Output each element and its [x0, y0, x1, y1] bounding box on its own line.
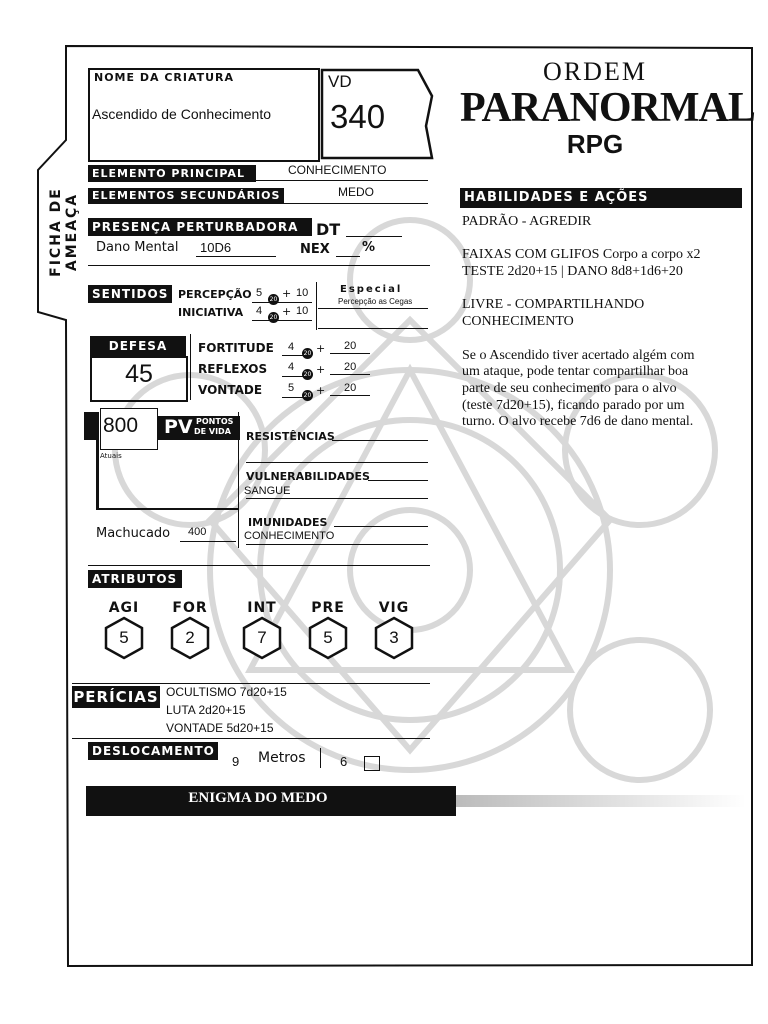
atributos-label: ATRIBUTOS — [88, 570, 182, 588]
pericia-item-2[interactable]: VONTADE 5d20+15 — [166, 721, 274, 735]
especial-value[interactable]: Percepção as Cegas — [338, 297, 413, 306]
iniciativa-plus: + — [282, 305, 292, 318]
percepcao-d20-icon: 20 — [269, 296, 278, 303]
fortitude-label: FORTITUDE — [198, 341, 274, 355]
side-tab-label: FICHA DE AMEAÇA — [48, 187, 80, 277]
imunidades-value[interactable]: CONHECIMENTO — [244, 530, 335, 542]
metros-divider — [320, 748, 321, 768]
elementos-secundarios-line — [284, 203, 428, 204]
reflexos-line-2 — [330, 374, 370, 375]
resistencias-line-1 — [332, 440, 428, 441]
percepcao-line — [252, 302, 312, 303]
pv-dark-bar — [84, 412, 98, 440]
pericias-top-line — [72, 683, 430, 684]
habilidades-line-2: FAIXAS COM GLIFOS Corpo a corpo x2 — [462, 247, 701, 263]
habilidades-line-10: parte de seu conhecimento para o alvo — [462, 380, 677, 396]
habilidades-line-0: PADRÃO - AGREDIR — [462, 214, 592, 229]
int-hex[interactable] — [240, 616, 284, 660]
percepcao-bonus[interactable]: 10 — [296, 287, 309, 299]
enigma-bar-fade — [456, 795, 746, 807]
atributos-line — [88, 565, 430, 566]
agi-label: AGI — [108, 600, 140, 616]
int-value: 7 — [257, 628, 267, 647]
habilidades-line-4 — [462, 281, 746, 298]
iniciativa-label: INICIATIVA — [178, 306, 244, 319]
fortitude-plus: + — [316, 342, 326, 355]
quadrados-value[interactable]: 6 — [340, 754, 348, 769]
enigma-label: ENIGMA DO MEDO — [188, 790, 328, 806]
presenca-label: PRESENÇA PERTURBADORA — [88, 218, 312, 236]
habilidades-line-1 — [462, 231, 746, 248]
vontade-dice[interactable]: 5 — [288, 382, 295, 394]
elementos-secundarios-label: ELEMENTOS SECUNDÁRIOS — [88, 188, 284, 204]
resistencias-line-2 — [246, 462, 428, 463]
elementos-secundarios-value[interactable]: MEDO — [338, 185, 374, 199]
pv-sub1: PONTOS — [196, 417, 234, 426]
vig-label: VIG — [378, 600, 410, 616]
habilidades-line-12: turno. O alvo recebe 7d6 de dano mental. — [462, 414, 694, 430]
ordem-paranormal-logo — [460, 57, 755, 168]
reflexos-label: REFLEXOS — [198, 362, 268, 376]
logo-paranormal: PARANORMAL — [460, 85, 755, 131]
pv-value[interactable]: 800 — [103, 414, 139, 437]
pv-label: PV — [164, 416, 193, 438]
fortitude-bonus[interactable]: 20 — [344, 340, 357, 352]
imunidades-label: IMUNIDADES — [248, 516, 328, 529]
fortitude-line-2 — [330, 353, 370, 354]
vulnerabilidades-label: VULNERABILIDADES — [246, 470, 370, 483]
logo-ordem: ORDEM — [543, 57, 647, 86]
creature-name[interactable]: Ascendido de Conhecimento — [92, 106, 272, 122]
vontade-line-1 — [282, 397, 306, 398]
vulnerabilidades-line-1 — [368, 480, 428, 481]
percepcao-plus: + — [282, 287, 292, 300]
defenses-divider — [238, 412, 239, 548]
int-label: INT — [247, 600, 277, 616]
nex-percent: % — [362, 240, 376, 255]
vig-value: 3 — [389, 628, 399, 647]
pre-value: 5 — [323, 628, 333, 647]
vontade-label: VONTADE — [198, 383, 263, 397]
habilidades-line-8: Se o Ascendido tiver acertado algém com — [462, 347, 695, 363]
pericias-bottom-line — [72, 738, 430, 739]
dano-mental-line — [196, 256, 276, 257]
elemento-principal-label: ELEMENTO PRINCIPAL — [88, 165, 256, 182]
vig-hex[interactable] — [372, 616, 416, 660]
habilidades-text — [462, 214, 746, 431]
fortitude-line-1 — [282, 355, 306, 356]
saves-divider — [190, 334, 191, 400]
iniciativa-dice[interactable]: 4 — [256, 305, 263, 317]
vontade-bonus[interactable]: 20 — [344, 382, 357, 394]
creature-name-label: NOME DA CRIATURA — [94, 71, 235, 84]
reflexos-plus: + — [316, 363, 326, 376]
reflexos-dice[interactable]: 4 — [288, 361, 295, 373]
vd-value[interactable]: 340 — [330, 98, 386, 135]
deslocamento-label: DESLOCAMENTO — [88, 742, 218, 760]
machucado-line — [180, 541, 236, 542]
habilidades-line-11: (teste 7d20+15), ficando parado por um — [462, 397, 685, 413]
habilidades-line-7 — [462, 331, 746, 348]
logo-rpg: RPG — [566, 129, 624, 159]
percepcao-dice[interactable]: 5 — [256, 287, 263, 299]
sentidos-label: SENTIDOS — [88, 285, 172, 303]
vontade-d20-icon: 20 — [303, 392, 312, 399]
for-label: FOR — [172, 600, 208, 616]
reflexos-d20-icon: 20 — [303, 371, 312, 378]
reflexos-bonus[interactable]: 20 — [344, 361, 357, 373]
defesa-label: DEFESA — [90, 336, 186, 356]
habilidades-label: HABILIDADES E AÇÕES — [460, 188, 742, 208]
machucado-label: Machucado — [96, 526, 171, 541]
iniciativa-line — [252, 320, 312, 321]
nex-label: NEX — [300, 242, 330, 257]
for-hex[interactable] — [168, 616, 212, 660]
reflexos-line-1 — [282, 376, 306, 377]
dt-line — [346, 236, 402, 237]
dano-mental-value[interactable]: 10D6 — [200, 240, 232, 255]
especial-label: Especial — [340, 284, 403, 295]
pericia-item-1[interactable]: LUTA 2d20+15 — [166, 703, 246, 717]
dt-label: DT — [316, 220, 341, 239]
quadrados-checkbox[interactable] — [364, 756, 380, 771]
habilidades-line-5: LIVRE - COMPARTILHANDO — [462, 297, 645, 313]
pericias-label: PERÍCIAS — [73, 688, 159, 706]
fortitude-d20-icon: 20 — [303, 350, 312, 357]
pv-sub2: DE VIDA — [194, 427, 231, 436]
habilidades-line-9: um ataque, pode tentar compartilhar boa — [462, 364, 689, 380]
vontade-plus: + — [316, 384, 326, 397]
iniciativa-bonus[interactable]: 10 — [296, 305, 309, 317]
nex-line — [336, 256, 360, 257]
deslocamento-value[interactable]: 9 — [232, 754, 240, 769]
vulnerabilidades-line-2 — [246, 498, 428, 499]
habilidades-line-3: TESTE 2d20+15 | DANO 8d8+1d6+20 — [462, 264, 683, 280]
agi-hex[interactable] — [102, 616, 146, 660]
elemento-principal-line — [256, 180, 428, 181]
pre-hex[interactable] — [306, 616, 350, 660]
defesa-value[interactable]: 45 — [125, 360, 153, 388]
vontade-line-2 — [330, 395, 370, 396]
pv-atuais-label: Atuais — [100, 452, 122, 460]
especial-line-1 — [318, 308, 428, 309]
percepcao-label: PERCEPÇÃO — [178, 288, 252, 301]
agi-value: 5 — [119, 628, 129, 647]
vd-label: VD — [328, 72, 352, 91]
pericia-item-0[interactable]: OCULTISMO 7d20+15 — [166, 685, 287, 699]
machucado-value[interactable]: 400 — [188, 526, 207, 538]
fortitude-dice[interactable]: 4 — [288, 341, 295, 353]
iniciativa-d20-icon: 20 — [269, 314, 278, 321]
metros-label: Metros — [258, 750, 306, 766]
resistencias-label: RESISTÊNCIAS — [246, 430, 335, 443]
vulnerabilidades-value[interactable]: SANGUE — [244, 485, 291, 497]
presenca-bottom-line — [88, 265, 430, 266]
dano-mental-label: Dano Mental — [96, 240, 179, 255]
elemento-principal-value[interactable]: CONHECIMENTO — [288, 163, 387, 177]
especial-line-2 — [318, 328, 428, 329]
imunidades-line-2 — [246, 544, 428, 545]
for-value: 2 — [185, 628, 195, 647]
imunidades-line-1 — [334, 526, 428, 527]
pre-label: PRE — [311, 600, 345, 616]
habilidades-line-6: CONHECIMENTO — [462, 314, 574, 330]
